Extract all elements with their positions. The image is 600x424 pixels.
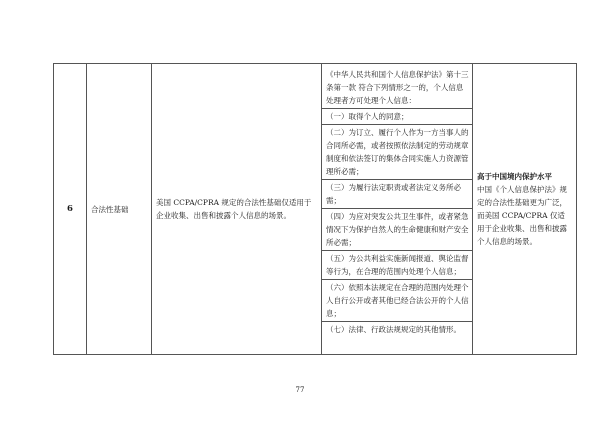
row-topic: 合法性基础	[87, 64, 152, 355]
pipl-item-list	[322, 108, 472, 337]
pipl-provision-header: 《中华人民共和国个人信息保护法》第十三条第一款 符合下列情形之一的，个人信息处理者方可处理个人信息：	[326, 70, 469, 105]
pipl-item: （四）为应对突发公共卫生事件，或者紧急情况下为保护自然人的生命健康和财产安全所必需；	[322, 209, 472, 251]
pipl-provision-cell	[322, 64, 473, 355]
row-number: 6	[54, 64, 87, 355]
pipl-item: （三）为履行法定职责或者法定义务所必需；	[322, 180, 472, 209]
page-number: 77	[295, 386, 305, 394]
summary-title: 高于中国境内保护水平	[477, 172, 552, 181]
pipl-item: （六）依照本法规定在合理的范围内处理个人自行公开或者其他已经合法公开的个人信息；	[322, 280, 472, 322]
pipl-item: （二）为订立、履行个人作为一方当事人的合同所必需，或者按照依法制定的劳动规章制度和依法签订的集体合同实施人力资源管理所必需；	[322, 125, 472, 180]
ccpa-provision-text: 美国 CCPA/CPRA 规定的合法性基础仅适用于企业收集、出售和披露个人信息的场景。	[152, 64, 322, 355]
summary-text: 中国《个人信息保护法》规定的合法性基础更为广泛，而美国 CCPA/CPRA 仅适用于企业收集、出售和披露个人信息的场景。	[477, 185, 567, 246]
comparison-summary-cell	[473, 64, 577, 355]
comparison-table	[53, 63, 577, 355]
table-row	[54, 64, 577, 355]
pipl-item: （一）取得个人的同意；	[322, 109, 472, 125]
pipl-item: （五）为公共利益实施新闻报道、舆论监督等行为，在合理的范围内处理个人信息；	[322, 251, 472, 280]
pipl-item: （七）法律、行政法规规定的其他情形。	[326, 325, 461, 334]
